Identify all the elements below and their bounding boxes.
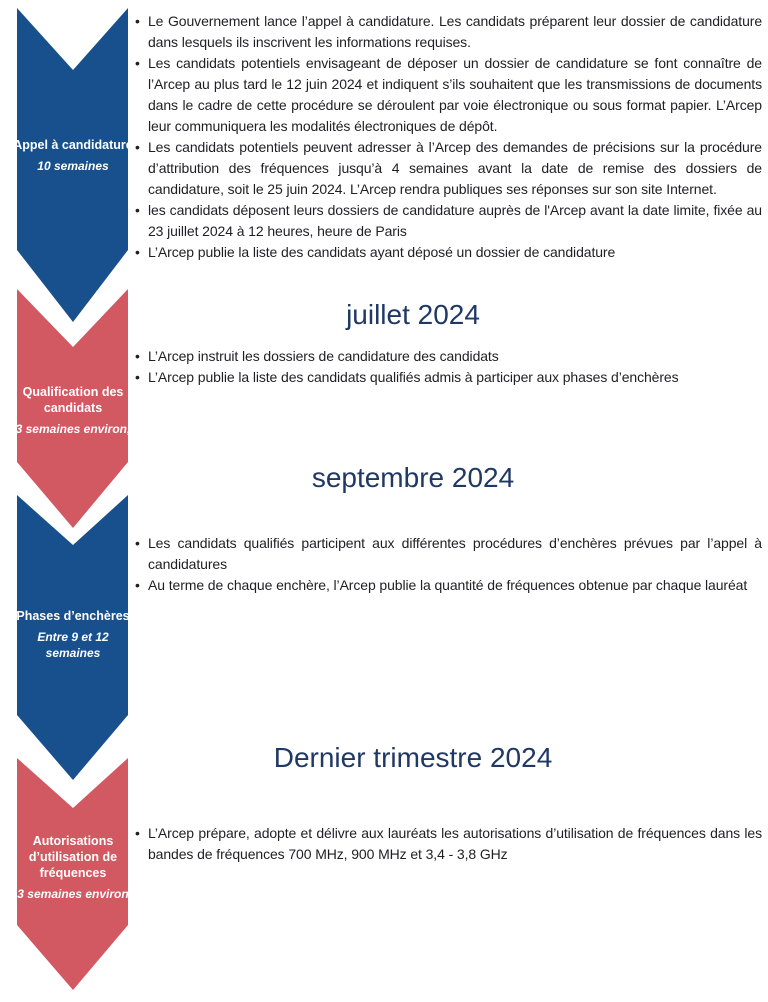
stage-4-label — [11, 833, 135, 902]
section-encheres-bullets — [134, 533, 762, 596]
stage-3-title: Phases d’enchères — [16, 609, 130, 623]
stage-4-duration: 3 semaines environ — [17, 887, 129, 901]
stage-3-duration: Entre 9 et 12 semaines — [37, 630, 109, 660]
bullet-item: • les candidats déposent leurs dossiers de candidature auprès de l'Arcep avant la date limite, fixée au 23 juillet 2024 à 12 heures, heure de Paris — [134, 200, 762, 242]
heading-juillet-2024: juillet 2024 — [346, 299, 480, 330]
section-autorisations-bullets — [134, 823, 762, 865]
bullet-item: • Le Gouvernement lance l’appel à candidature. Les candidats préparent leur dossier de candidature dans lesquels ils inscrivent les informations requises. — [134, 11, 762, 53]
stage-2-label — [11, 384, 135, 437]
stage-4-title: Autorisations d’utilisation de fréquences — [28, 834, 118, 880]
heading-septembre-2024: septembre 2024 — [311, 462, 515, 493]
stage-1-duration: 10 semaines — [37, 159, 109, 173]
bullet-item: • Les candidats potentiels envisageant de déposer un dossier de candidature se font connaître de l’Arcep au plus tard le 12 juin 2024 et indiquent s’ils souhaitent que les transmissions de documents dans le cadre de cette procédure se déroulent par voie électronique ou sous format papier. L’Arcep leur communiquera les modalités électroniques de dépôt. — [134, 53, 762, 137]
stage-1-label — [11, 137, 135, 174]
bullet-item: • Les candidats qualifiés participent aux différentes procédures d’enchères prévues par l’appel à candidatures — [134, 533, 762, 575]
stage-1-title: Appel à candidature — [13, 138, 133, 152]
stage-2-duration: 3 semaines environ, — [15, 422, 131, 436]
bullet-item: • L’Arcep publie la liste des candidats ayant déposé un dossier de candidature — [134, 242, 762, 263]
bullet-item: • L’Arcep instruit les dossiers de candidature des candidats — [134, 346, 762, 367]
section-appel-bullets — [134, 11, 762, 263]
bullet-item: • Les candidats potentiels peuvent adresser à l’Arcep des demandes de précisions sur la procédure d’attribution des fréquences jusqu’à 4 semaines avant la date de remise des dossiers de candidature, soit le 25 juin 2024. L’Arcep rendra publiques ses réponses sur son site Internet. — [134, 137, 762, 200]
bullet-item: • L’Arcep prépare, adopte et délivre aux lauréats les autorisations d’utilisation de fréquences dans les bandes de fréquences 700 MHz, 900 MHz et 3,4 - 3,8 GHz — [134, 823, 762, 865]
bullet-item: • L’Arcep publie la liste des candidats qualifiés admis à participer aux phases d’enchères — [134, 367, 762, 388]
heading-dernier-trimestre-2024: Dernier trimestre 2024 — [273, 742, 553, 773]
stage-3-label — [11, 608, 135, 661]
bullet-item: • Au terme de chaque enchère, l’Arcep publie la quantité de fréquences obtenue par chaque lauréat — [134, 575, 762, 596]
stage-2-title: Qualification des candidats — [22, 385, 124, 415]
section-qualification-bullets — [134, 346, 762, 388]
